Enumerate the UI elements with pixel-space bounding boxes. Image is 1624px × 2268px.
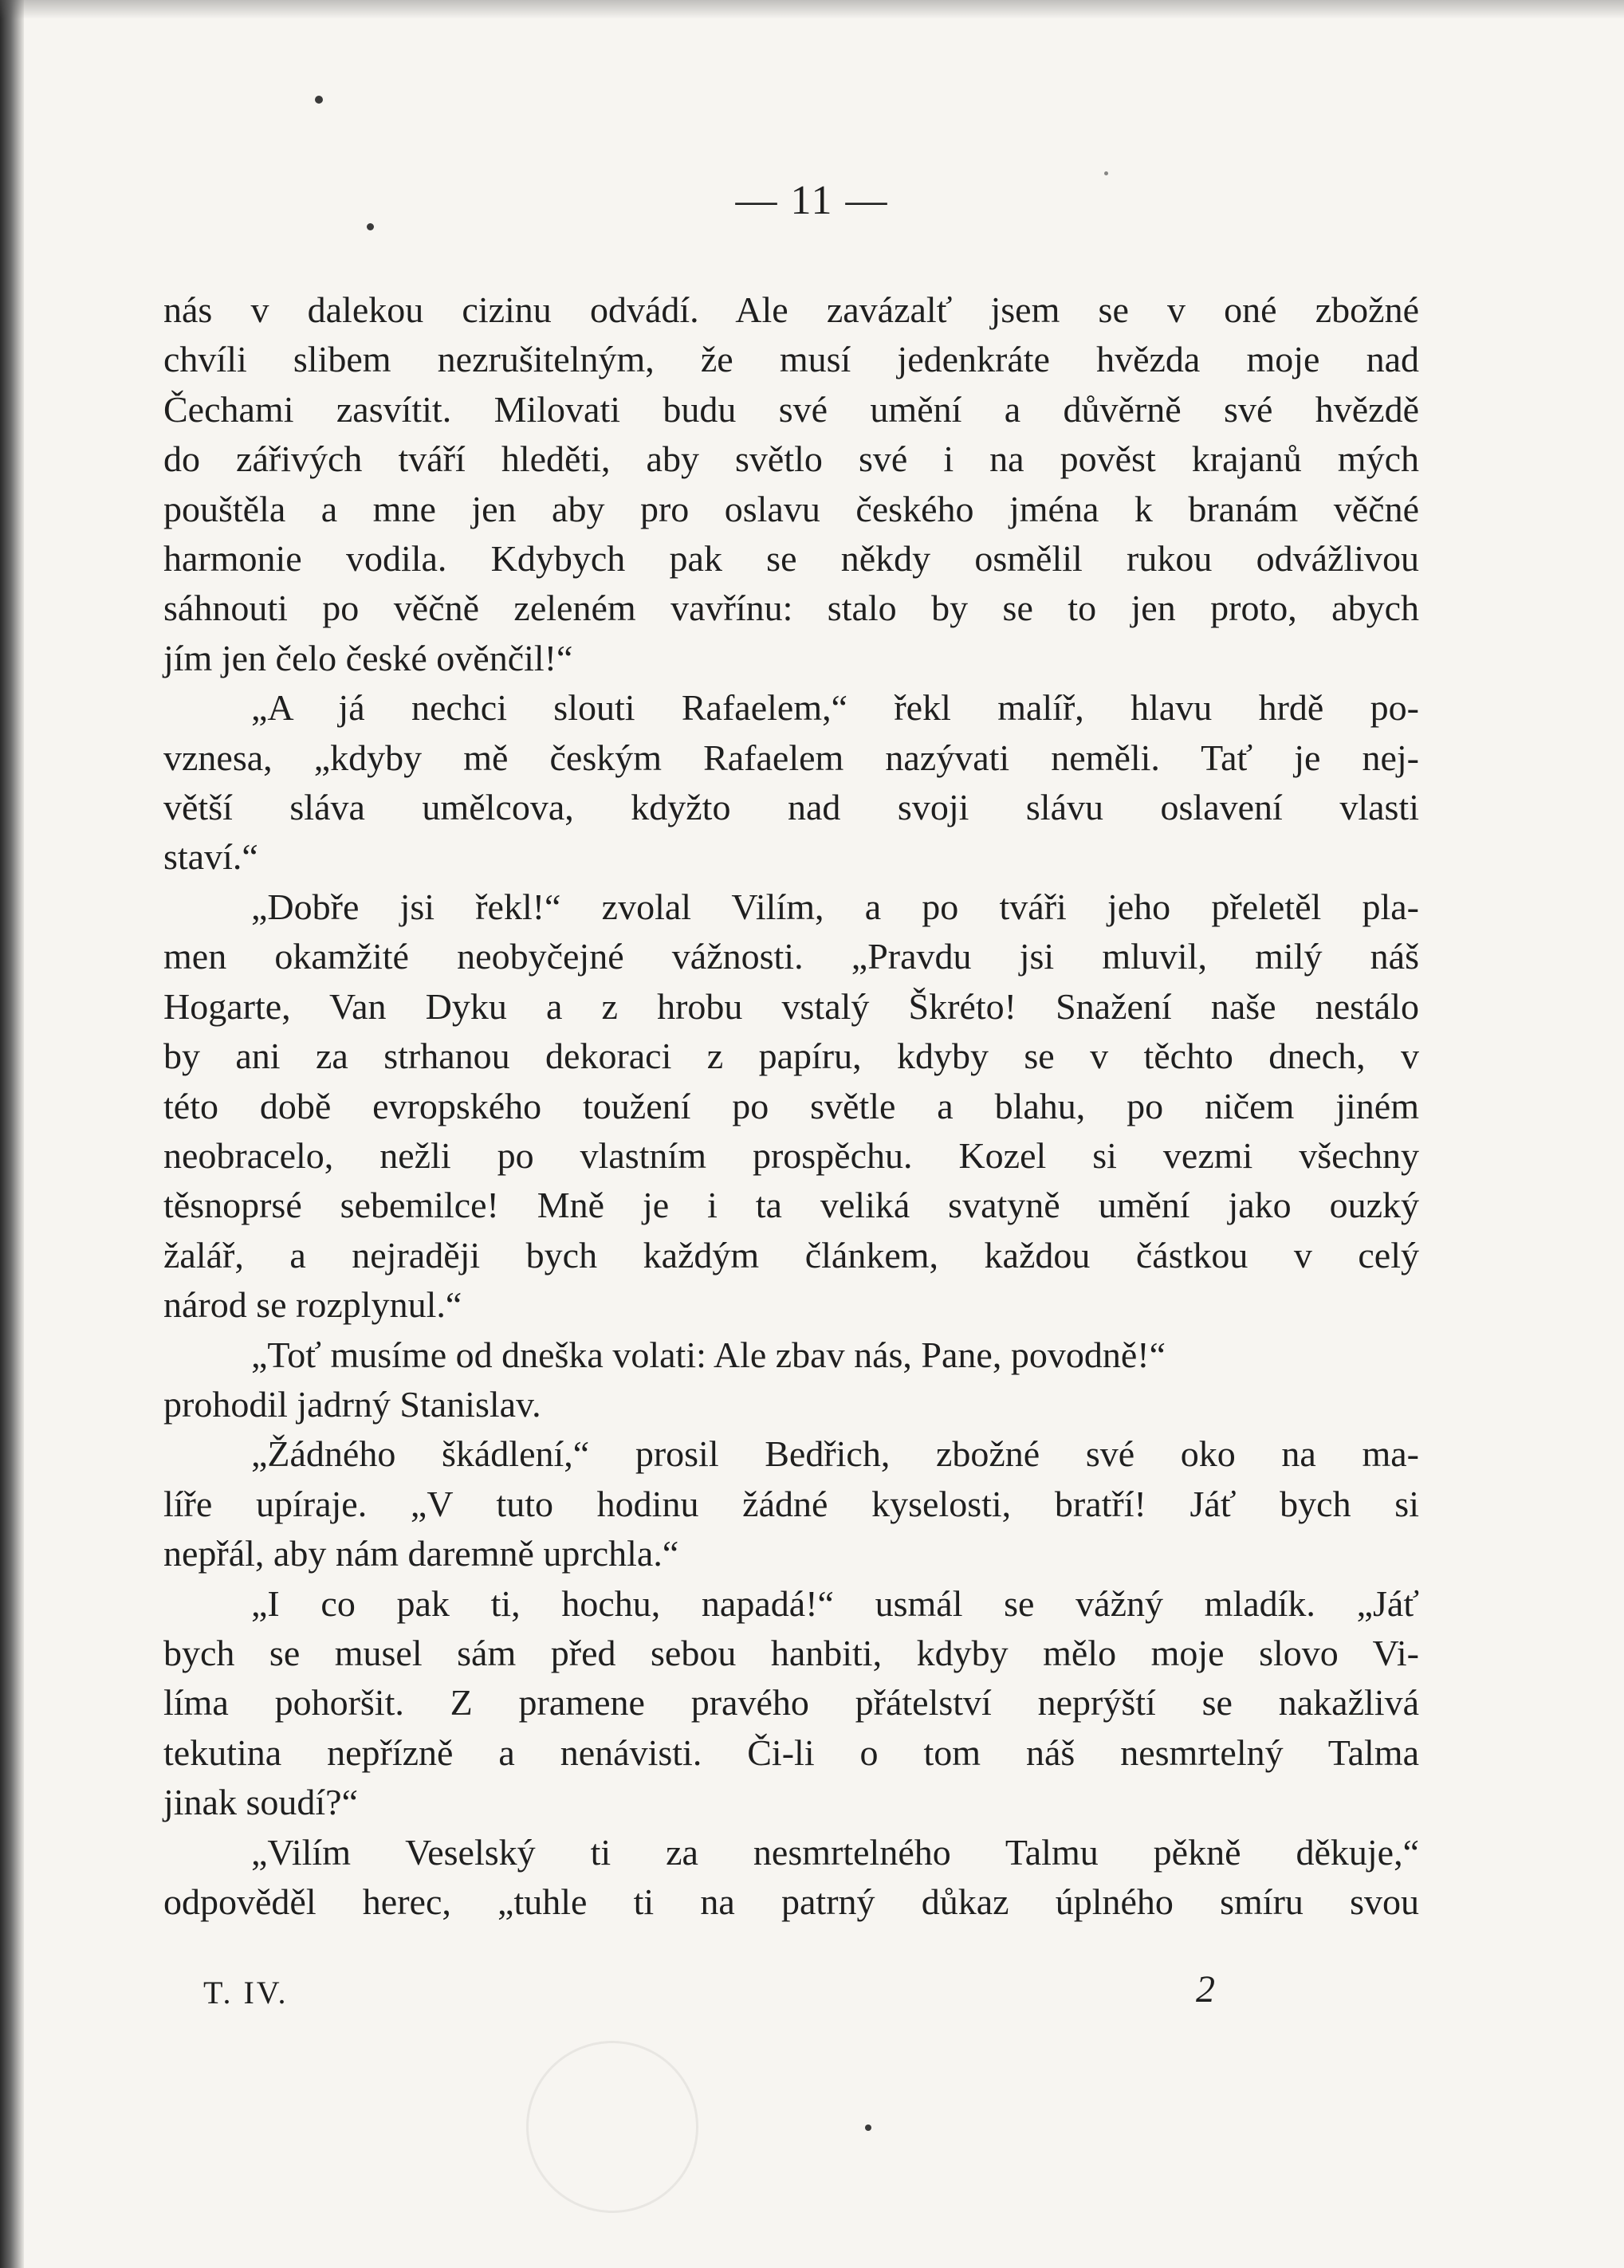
text-line: prohodil jadrný Stanislav.: [163, 1383, 541, 1425]
text-line: „Dobře jsi řekl!“ zvolal Vilím, a po tváři jeho přeletěl pla-: [251, 886, 1419, 927]
text-line: pouštěla a mne jen aby pro oslavu českého jména k branám věčné: [163, 488, 1419, 529]
text-line: by ani za strhanou dekoraci z papíru, kdyby se v těchto dnech, v: [163, 1036, 1419, 1077]
text-line: „Žádného škádlení,“ prosil Bedřich, zbožné své oko na ma-: [251, 1433, 1419, 1475]
text-line: nepřál, aby nám daremně uprchla.“: [163, 1533, 679, 1574]
text-line: staví.“: [163, 836, 258, 878]
page-top-shadow: [0, 0, 1624, 19]
text-line: nás v dalekou cizinu odvádí. Ale zavázalť jsem se v oné zbožné: [163, 289, 1419, 330]
text-line: odpověděl herec, „tuhle ti na patrný důkaz úplného smíru svou: [163, 1881, 1419, 1922]
text-line: líře upíraje. „V tuto hodinu žádné kyselosti, bratří! Jáť bych si: [163, 1483, 1419, 1524]
text-line: „I co pak ti, hochu, napadá!“ usmál se vážný mladík. „Jáť: [251, 1582, 1419, 1624]
page-number-header: — 11 —: [735, 178, 889, 223]
text-line: líma pohoršit. Z pramene pravého přátelství neprýští se nakažlivá: [163, 1682, 1419, 1724]
text-line: jinak soudí?“: [163, 1782, 358, 1823]
paper-speck: [367, 223, 374, 230]
faint-stamp: [526, 2041, 698, 2213]
text-line: do zářivých tváří hleděti, aby světlo své i na pověst krajanů mých: [163, 438, 1419, 480]
page-binding-edge: [0, 0, 24, 2268]
text-line: „Vilím Veselský ti za nesmrtelného Talmu pěkně děkuje,“: [251, 1831, 1419, 1873]
text-line: „Toť musíme od dneška volati: Ale zbav nás, Pane, povodně!“: [251, 1334, 1166, 1375]
text-line: chvíli slibem nezrušitelným, že musí jedenkráte hvězda moje nad: [163, 339, 1419, 380]
volume-mark: T. IV.: [203, 1975, 289, 2011]
paper-speck: [1104, 171, 1108, 175]
body-text: [163, 285, 1419, 1927]
paper-speck: [865, 2125, 871, 2131]
text-line: „A já nechci slouti Rafaelem,“ řekl malíř, hlavu hrdě po-: [251, 687, 1419, 729]
text-line: žalář, a nejraději bych každým článkem, každou částkou v celý: [163, 1234, 1419, 1276]
paper-speck: [315, 96, 323, 104]
text-line: harmonie vodila. Kdybych pak se někdy osmělil rukou odvážlivou: [163, 538, 1419, 580]
text-line: Čechami zasvítit. Milovati budu své umění a důvěrně své hvězdě: [163, 388, 1419, 430]
text-line: větší sláva umělcova, kdyžto nad svoji slávu oslavení vlasti: [163, 787, 1419, 828]
text-line: národ se rozplynul.“: [163, 1284, 462, 1326]
text-line: neobracelo, nežli po vlastním prospěchu. Kozel si vezmi všechny: [163, 1134, 1419, 1176]
text-line: tekutina nepřízně a nenávisti. Či-li o tom náš nesmrtelný Talma: [163, 1731, 1419, 1773]
text-line: vznesa, „kdyby mě českým Rafaelem nazývati neměli. Tať je nej-: [163, 737, 1419, 778]
text-line: těsnoprsé sebemilce! Mně je i ta veliká svatyně umění jako ouzký: [163, 1185, 1419, 1226]
text-line: sáhnouti po věčně zeleném vavřínu: stalo by se to jen proto, abych: [163, 588, 1419, 629]
text-line: bych se musel sám před sebou hanbiti, kdyby mělo moje slovo Vi-: [163, 1632, 1419, 1673]
signature-mark: 2: [1196, 1968, 1215, 2011]
text-line: jím jen čelo české ověnčil!“: [163, 637, 573, 678]
text-line: men okamžité neobyčejné vážnosti. „Pravdu jsi mluvil, milý náš: [163, 936, 1419, 977]
text-line: Hogarte, Van Dyku a z hrobu vstalý Škréto! Snažení naše nestálo: [163, 985, 1419, 1027]
text-line: této době evropského toužení po světle a blahu, po ničem jiném: [163, 1085, 1419, 1126]
